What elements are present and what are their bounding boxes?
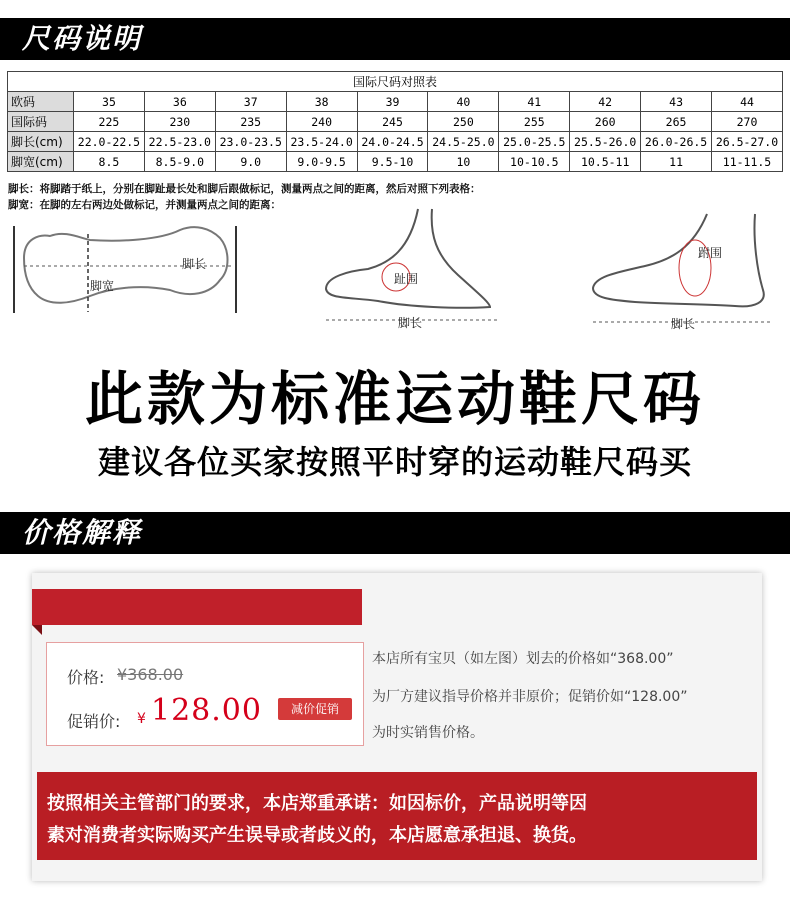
table-cell: 245 [357,112,428,132]
price-section-banner [0,512,790,554]
table-cell: 24.5-25.0 [428,132,499,152]
table-cell: 235 [215,112,286,132]
foot-length-note: 脚长：将脚踏于纸上，分别在脚趾最长处和脚后跟做标记，测量两点之间的距离，然后对照下列表格： [8,183,481,195]
toe-girth-label: 趾围 [394,272,419,286]
table-cell: 9.0 [215,152,286,172]
side-length-label: 脚长 [671,317,696,331]
explanation-line-1: 本店所有宝贝（如左图）划去的价格如“368.00” [372,651,674,667]
foot-side-outline [326,209,490,308]
original-price: ¥368.00 [117,665,184,684]
size-section-title: 尺码说明 [22,22,143,55]
promise-line-1: 按照相关主管部门的要求，本店郑重承诺：如因标价，产品说明等因 [47,793,587,814]
table-cell: 11-11.5 [712,152,783,172]
table-cell: 25.0-25.5 [499,132,570,152]
price-section-title: 价格解释 [22,516,143,549]
table-cell: 35 [74,92,145,112]
instep-girth-label: 跗围 [698,246,723,260]
table-cell: 39 [357,92,428,112]
explanation-line-3: 为时实销售价格。 [372,725,484,741]
table-cell: 22.0-22.5 [74,132,145,152]
standard-size-headline: 此款为标准运动鞋尺码 [84,365,705,433]
table-cell: 11 [641,152,712,172]
discount-badge: 减价促销 [278,698,352,720]
store-promise-bar [37,772,757,860]
promo-price: 128.00 [151,693,262,728]
table-cell: 9.5-10 [357,152,428,172]
foot-sole-diagram [10,218,242,318]
table-cell: 240 [286,112,357,132]
table-cell: 230 [144,112,215,132]
row-label: 欧码 [8,92,74,112]
red-ribbon [32,589,362,625]
table-cell: 43 [641,92,712,112]
explanation-line-2: 为厂方建议指导价格并非原价；促销价如“128.00” [372,689,688,705]
table-cell: 250 [428,112,499,132]
table-cell: 10.5-11 [570,152,641,172]
promo-price-label: 促销价: [67,712,121,731]
table-cell: 10-10.5 [499,152,570,172]
table-cell: 10 [428,152,499,172]
foot-side-diagram-toe [318,205,508,330]
size-chart-title: 国际尺码对照表 [8,72,783,92]
price-example-box [46,642,364,746]
table-row [8,112,783,132]
table-cell: 41 [499,92,570,112]
table-cell: 9.0-9.5 [286,152,357,172]
currency-symbol: ¥ [137,711,146,727]
table-row [8,92,783,112]
size-section-banner [0,18,790,60]
table-cell: 225 [74,112,145,132]
table-cell: 37 [215,92,286,112]
table-cell: 24.0-24.5 [357,132,428,152]
sole-width-label: 脚宽 [90,279,115,293]
table-cell: 26.0-26.5 [641,132,712,152]
sole-length-label: 脚长 [182,257,207,271]
table-cell: 23.5-24.0 [286,132,357,152]
table-cell: 38 [286,92,357,112]
size-chart-table [7,71,783,172]
table-row [8,152,783,172]
table-cell: 260 [570,112,641,132]
table-cell: 25.5-26.0 [570,132,641,152]
table-cell: 42 [570,92,641,112]
table-cell: 36 [144,92,215,112]
table-cell: 255 [499,112,570,132]
foot-side-outline [593,214,764,306]
table-cell: 265 [641,112,712,132]
table-cell: 44 [712,92,783,112]
table-cell: 8.5-9.0 [144,152,215,172]
row-label: 国际码 [8,112,74,132]
table-cell: 26.5-27.0 [712,132,783,152]
foot-side-diagram-instep [585,210,780,332]
size-advice-subheadline: 建议各位买家按照平时穿的运动鞋尺码买 [97,443,692,481]
table-cell: 8.5 [74,152,145,172]
promise-line-2: 素对消费者实际购买产生误导或者歧义的，本店愿意承担退、换货。 [47,825,587,846]
side-length-label: 脚长 [398,316,423,330]
price-label: 价格: [67,668,105,687]
row-label: 脚宽(cm) [8,152,74,172]
table-cell: 22.5-23.0 [144,132,215,152]
table-cell: 270 [712,112,783,132]
table-cell: 23.0-23.5 [215,132,286,152]
table-row [8,132,783,152]
foot-width-note: 脚宽：在脚的左右两边处做标记，并测量两点之间的距离： [8,199,281,211]
row-label: 脚长(cm) [8,132,74,152]
table-cell: 40 [428,92,499,112]
